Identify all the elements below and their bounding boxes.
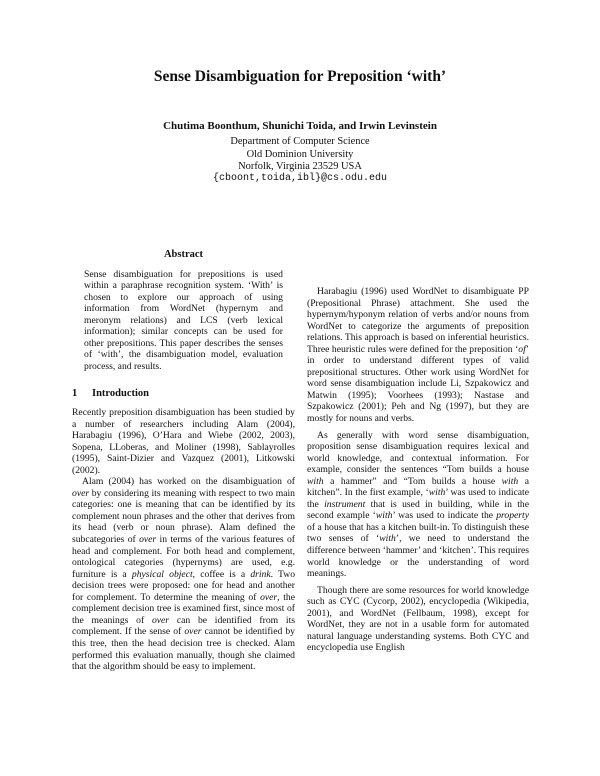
affiliation-department: Department of Computer Science (230, 136, 370, 147)
affiliation-address: Norfolk, Virginia 23529 USA (238, 161, 362, 172)
author-list: Chutima Boonthum, Shunichi Toida, and Irwin Levinstein (163, 120, 437, 132)
intro-paragraph-1: Recently preposition disambiguation has been studied by a number of researchers including Alam (2004), Harabagiu (1996), O’Hara and Wiebe (2002, 2003), Sopena, LLoberas, and Moliner (1998), Sablayrolles (1995), Saint-Dizier and Vazquez (2001), Litkowski (2002). (72, 407, 295, 476)
section-title: Introduction (92, 388, 149, 400)
section-heading (72, 388, 295, 400)
abstract-text: Sense disambiguation for prepositions is used within a paraphrase recognition system. ‘With’ is chosen to explore our approach of using information from WordNet (hypernym and meronym relations) and LCS (verb lexical information); similar concepts can be used for other prepositions. This paper describes the senses of ‘with’, the disambiguation model, evaluation process, and results. (84, 268, 283, 372)
intro-paragraph-5: Though there are some resources for world knowledge such as CYC (Cycorp, 2002), encyclopedia (Wikipedia, 2001), and WordNet (Fellbaum, 1998), except for WordNet, they are not in a usable form for automated natural language understanding systems. Both CYC and encyclopedia use English (307, 584, 529, 654)
affiliation-university: Old Dominion University (246, 149, 354, 160)
left-column (72, 249, 295, 673)
intro-paragraph-4: As generally with word sense disambiguation, proposition sense disambiguation requires lexical and world knowledge, and contextual information. For example, consider the sentences “Tom builds a house with a hammer” and “Tom builds a house with a kitchen”. In the first example, ‘with’ was used to indicate the instrument that is used in building, while in the second example ‘with’ was used to indicate the property of a house that has a kitchen built-in. To distinguish these two senses of ‘with’, we need to understand the difference between ‘hammer’ and ‘kitchen’. This requires world knowledge or the understanding of word meanings. (307, 429, 529, 580)
author-email: {cboont,toida,ibl}@cs.odu.edu (212, 173, 388, 184)
intro-paragraph-2: Alam (2004) has worked on the disambiguation of over by considering its meaning with respect to two main categories: one is meaning that can be identified by its complement noun phrases and the other that derives from its head (verb or noun phrase). Alam defined the subcategories of over in terms of the various features of head and complement. For both head and complement, ontological categories (hypernyms) are used, e.g. furniture is a physical object, coffee is a drink. Two decision trees were proposed: one for head and another for complement. To determine the meaning of over, the complement decision tree is examined first, since most of the meanings of over can be identified from its complement. If the sense of over cannot be identified by this tree, then the head decision tree is checked. Alam performed this evaluation manually, though she claimed that the algorithm should be easy to implement. (72, 476, 296, 673)
intro-paragraph-3: Harabagiu (1996) used WordNet to disambiguate PP (Prepositional Phrase) attachment. She used the hypernym/hyponym relation of verbs and/or nouns from WordNet to categorize the arguments of preposition relations. This approach is based on inferential heuristics. Three heuristic rules were defined for the preposition ‘of’ in order to understand different types of valid prepositional structures. Other work using WordNet for word sense disambiguation include Li, Szpakowicz and Matwin (1995); Voorhees (1993); Nastase and Szpakowicz (2001); Peh and Ng (1997), but they are mostly for nouns and verbs. (307, 286, 529, 425)
abstract-heading: Abstract (163, 249, 204, 260)
right-column (307, 238, 529, 654)
section-number: 1 (72, 388, 78, 400)
intro-paragraph-2-continued: cannot be identified by this tree, then the head decision tree is checked. Alam performed this evaluation manually, though she claimed that the algorithm should be easy to implement. (72, 626, 295, 673)
paper-title: Sense Disambiguation for Preposition ‘with’ (153, 68, 447, 85)
